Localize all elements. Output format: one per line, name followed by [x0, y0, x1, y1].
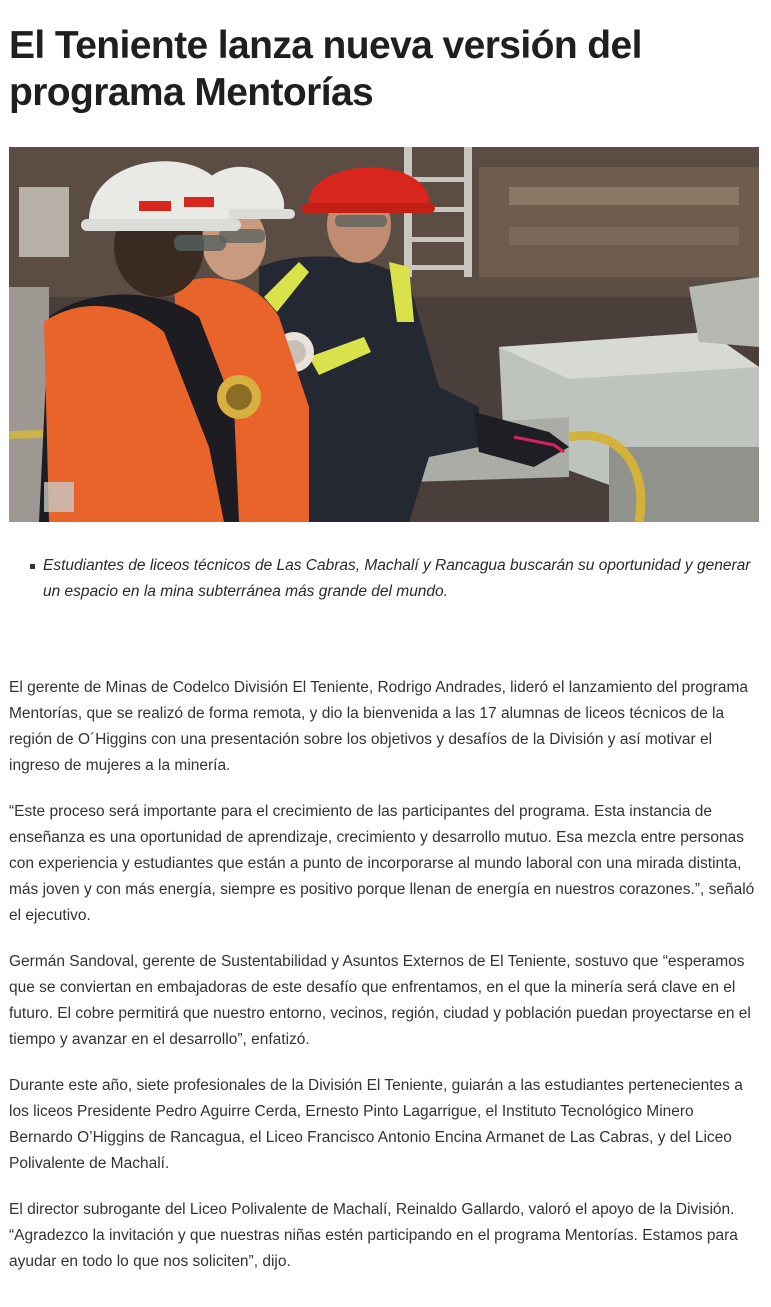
highlight-text: Estudiantes de liceos técnicos de Las Cabras, Machalí y Rancagua buscarán su oportunidad y generar un espacio en la mina subterránea más grande del mundo. — [43, 557, 751, 600]
bullet-icon — [30, 564, 35, 569]
highlight-item — [9, 553, 761, 605]
body-paragraph: “Este proceso será importante para el crecimiento de las participantes del programa. Esta instancia de enseñanza es una oportunidad de aprendizaje, crecimiento y desarrollo mutuo. Esa mezcla entre personas con experiencia y estudiantes que están a punto de incorporarse al mundo laboral con una mirada distinta, más joven y con más energía, siempre es positivo porque llenan de energía en nuestros corazones.”, señaló el ejecutivo. — [9, 803, 755, 924]
highlights-list — [9, 553, 761, 605]
article — [9, 0, 761, 1270]
article-body — [9, 675, 761, 1295]
body-paragraph: El director subrogante del Liceo Polivalente de Machalí, Reinaldo Gallardo, valoró el apoyo de la División. “Agradezco la invitación y que nuestras niñas estén participando en el programa Mentorías. Estamos para ayudar en todo lo que nos soliciten”, dijo. — [9, 1201, 738, 1270]
hero-image — [9, 147, 759, 522]
body-paragraph: El gerente de Minas de Codelco División El Teniente, Rodrigo Andrades, lideró el lanzamiento del programa Mentorías, que se realizó de forma remota, y dio la bienvenida a las 17 alumnas de liceos técnicos de la región de O´Higgins con una presentación sobre los objetivos y desafíos de la División y así motivar el ingreso de mujeres a la minería. — [9, 679, 748, 774]
headline: El Teniente lanza nueva versión del programa Mentorías — [9, 24, 642, 114]
body-paragraph: Germán Sandoval, gerente de Sustentabilidad y Asuntos Externos de El Teniente, sostuvo que “esperamos que se conviertan en embajadoras de este desafío que enfrentamos, en el que la minería será clave en el futuro. El cobre permitirá que nuestro entorno, vecinos, región, ciudad y población puedan proyectarse en el tiempo y avanzar en el desarrollo”, enfatizó. — [9, 953, 751, 1048]
body-paragraph: Durante este año, siete profesionales de la División El Teniente, guiarán a las estudiantes pertenecientes a los liceos Presidente Pedro Aguirre Cerda, Ernesto Pinto Lagarrigue, el Instituto Tecnológico Minero Bernardo O’Higgins de Rancagua, el Liceo Francisco Antonio Encina Armanet de Las Cabras, y del Liceo Polivalente de Machalí. — [9, 1077, 743, 1172]
